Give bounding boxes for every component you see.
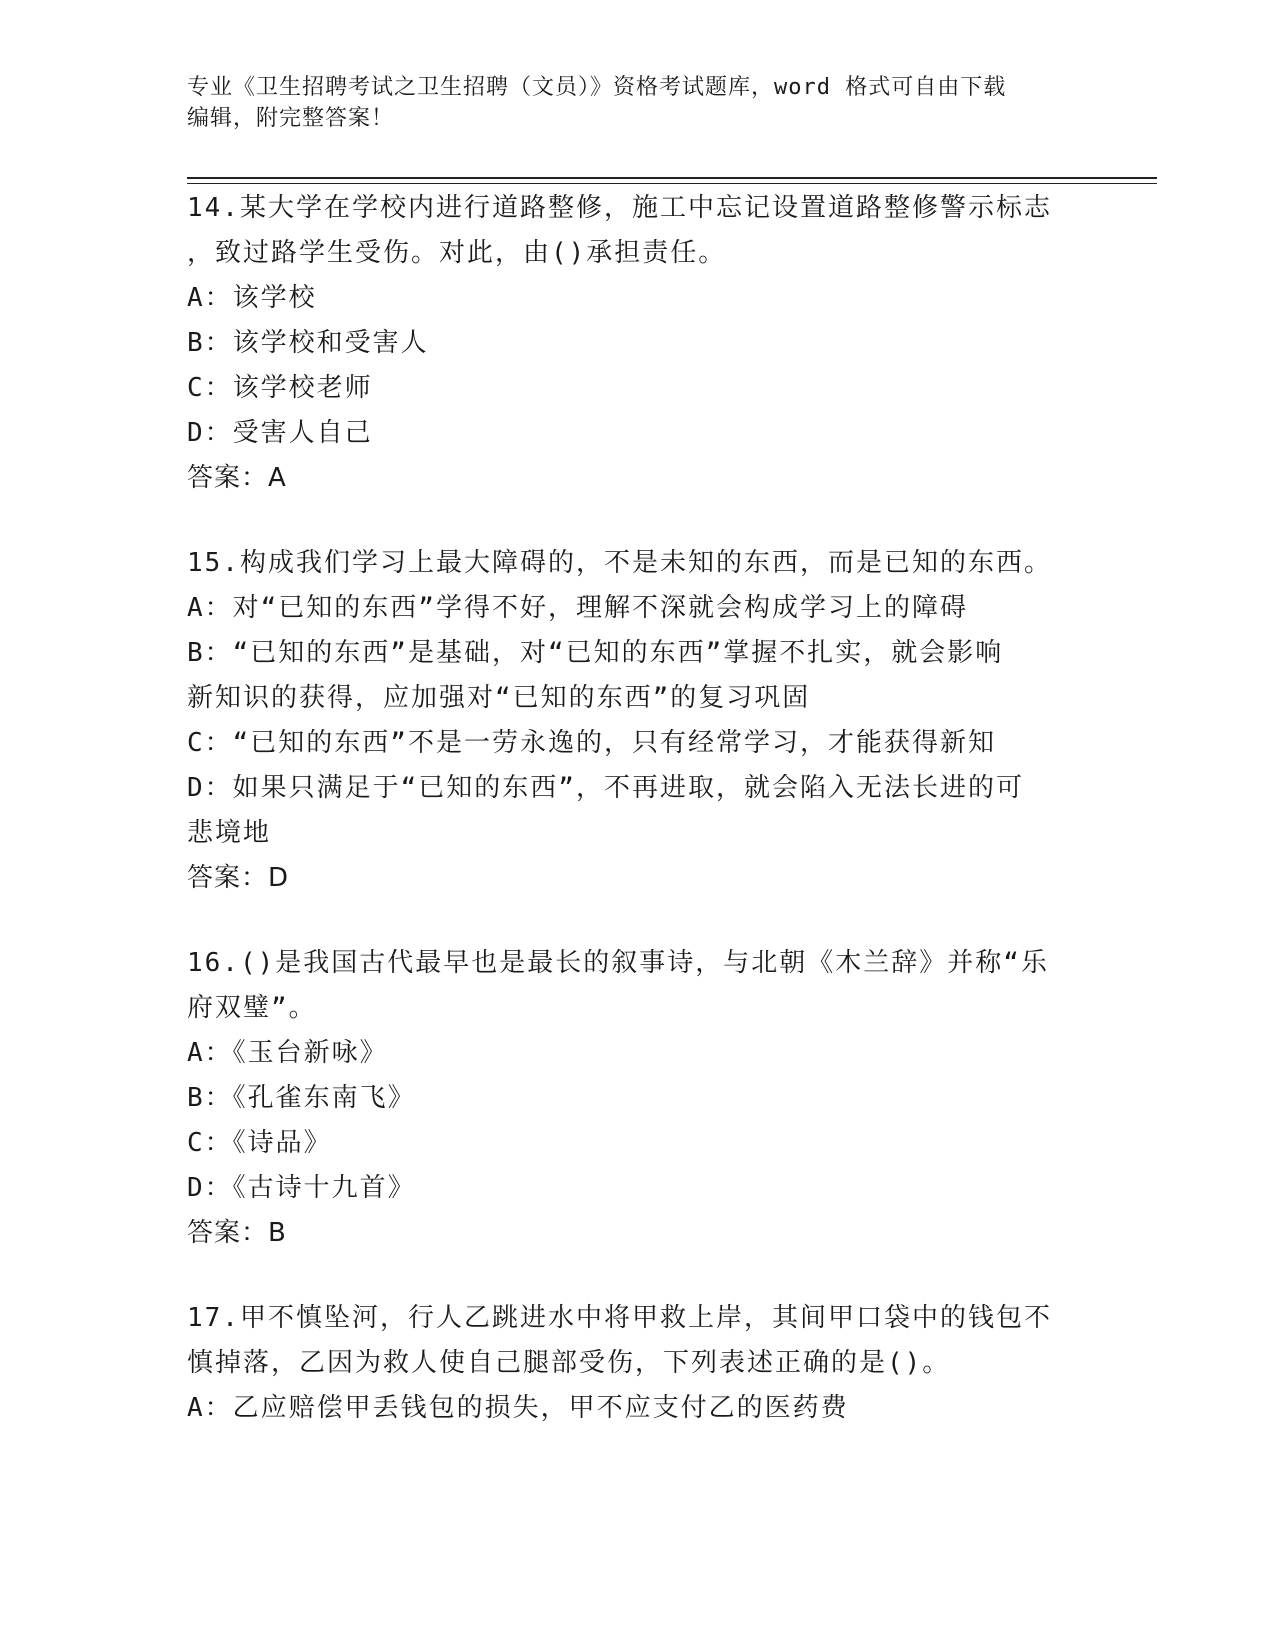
- question-block: [187, 186, 1087, 501]
- question-list: [187, 186, 1087, 1471]
- answer-option: D：受害人自己: [187, 418, 373, 448]
- question-stem: 15.构成我们学习上最大障碍的，不是未知的东西，而是已知的东西。: [187, 548, 1052, 578]
- answer-option: D：如果只满足于“已知的东西”，不再进取，就会陷入无法长进的可: [187, 773, 1024, 803]
- document-header: [187, 72, 1087, 134]
- answer-option: 新知识的获得，应加强对“已知的东西”的复习巩固: [187, 683, 811, 713]
- question-block: [187, 941, 1087, 1256]
- answer-option: A：该学校: [187, 283, 317, 313]
- question-block: [187, 541, 1087, 901]
- answer-option: B：该学校和受害人: [187, 328, 429, 358]
- answer-option: C：“已知的东西”不是一劳永逸的，只有经常学习，才能获得新知: [187, 728, 996, 758]
- question-block: [187, 1296, 1087, 1431]
- answer-option: 悲境地: [187, 818, 272, 848]
- answer-option: D：《古诗十九首》: [187, 1173, 416, 1203]
- answer-key: 答案：A: [187, 463, 287, 493]
- header-divider-thick: [187, 177, 1157, 179]
- answer-option: A：《玉台新咏》: [187, 1038, 388, 1068]
- question-stem: ，致过路学生受伤。对此，由()承担责任。: [187, 238, 727, 268]
- question-stem: 17.甲不慎坠河，行人乙跳进水中将甲救上岸，其间甲口袋中的钱包不: [187, 1303, 1052, 1333]
- question-stem: 16.()是我国古代最早也是最长的叙事诗，与北朝《木兰辞》并称“乐: [187, 948, 1049, 978]
- question-stem: 慎掉落，乙因为救人使自己腿部受伤，下列表述正确的是()。: [187, 1348, 951, 1378]
- question-stem: 府双璧”。: [187, 993, 317, 1023]
- answer-option: B：“已知的东西”是基础，对“已知的东西”掌握不扎实，就会影响: [187, 638, 1004, 668]
- header-line-2: 编辑，附完整答案！: [187, 106, 395, 131]
- answer-option: C：《诗品》: [187, 1128, 332, 1158]
- answer-option: A：乙应赔偿甲丢钱包的损失，甲不应支付乙的医药费: [187, 1393, 849, 1423]
- header-divider-thin: [187, 183, 1157, 184]
- answer-key: 答案：D: [187, 863, 290, 893]
- answer-option: C：该学校老师: [187, 373, 373, 403]
- question-stem: 14.某大学在学校内进行道路整修，施工中忘记设置道路整修警示标志: [187, 193, 1052, 223]
- answer-option: A：对“已知的东西”学得不好，理解不深就会构成学习上的障碍: [187, 593, 968, 623]
- answer-option: B：《孔雀东南飞》: [187, 1083, 416, 1113]
- header-line-1: 专业《卫生招聘考试之卫生招聘（文员）》资格考试题库，word 格式可自由下载: [187, 75, 1007, 100]
- answer-key: 答案：B: [187, 1218, 287, 1248]
